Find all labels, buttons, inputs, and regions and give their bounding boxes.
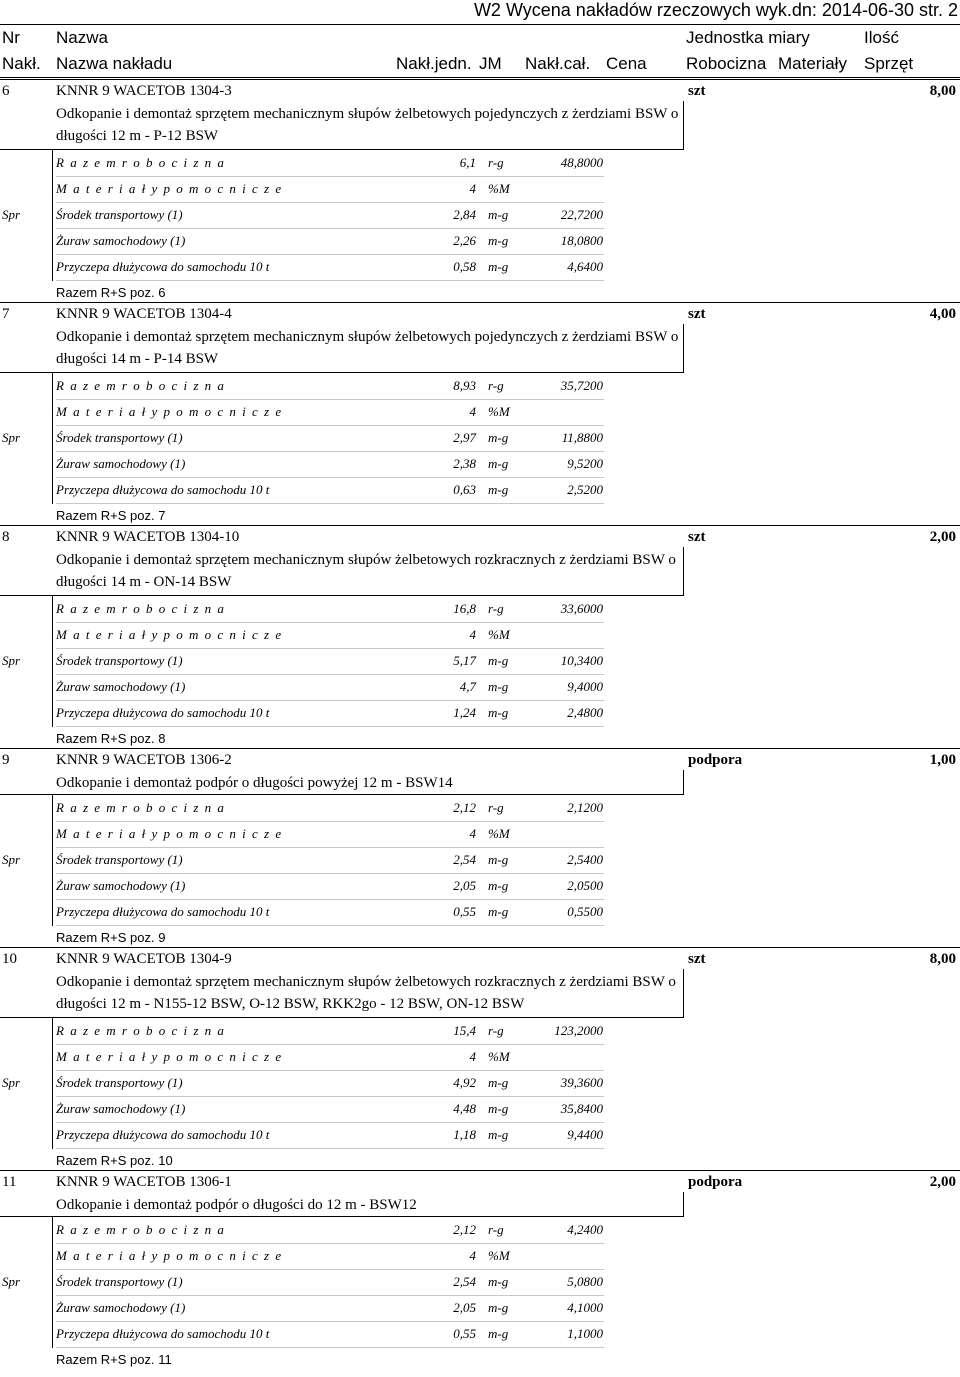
resource-total-labor: 123,2000 bbox=[554, 1023, 603, 1038]
detail-left-rule bbox=[52, 794, 53, 926]
resource-row-rule bbox=[56, 399, 604, 400]
resource-jm-labor: r-g bbox=[488, 1023, 504, 1038]
resource-row-rule bbox=[56, 1122, 604, 1123]
resource-jm-trailer: m-g bbox=[488, 904, 509, 919]
resource-norm-labor: 6,1 bbox=[459, 155, 476, 170]
resource-total-transport: 2,5400 bbox=[567, 852, 603, 867]
resource-name-transport: Środek transportowy (1) bbox=[56, 207, 183, 222]
page-header-title: W2 Wycena nakładów rzeczowych wyk.dn: 2014-06-30 str. 2 bbox=[473, 0, 958, 20]
resource-norm-trailer: 1,18 bbox=[453, 1127, 476, 1142]
resource-total-crane: 18,0800 bbox=[560, 233, 603, 248]
resource-jm-transport: m-g bbox=[488, 207, 509, 222]
resource-row-rule bbox=[56, 1321, 604, 1322]
resource-jm-materials: %M bbox=[488, 1248, 510, 1263]
resource-name-trailer: Przyczepa dłużycowa do samochodu 10 t bbox=[56, 1326, 270, 1341]
resource-name-crane: Żuraw samochodowy (1) bbox=[56, 233, 186, 248]
resource-jm-crane: m-g bbox=[488, 878, 509, 893]
col-header-nakl-cal: Nakł.cał. bbox=[525, 54, 591, 73]
resource-norm-labor: 15,4 bbox=[453, 1023, 476, 1038]
resource-norm-crane: 4,48 bbox=[453, 1101, 476, 1116]
description-bottom-rule bbox=[0, 149, 684, 150]
resource-jm-labor: r-g bbox=[488, 800, 504, 815]
description-bottom-rule bbox=[0, 595, 684, 596]
entry-code: KNNR 9 WACETOB 1306-1 bbox=[56, 1174, 232, 1190]
resource-name-trailer: Przyczepa dłużycowa do samochodu 10 t bbox=[56, 705, 270, 720]
resource-row-rule bbox=[56, 202, 604, 203]
resource-norm-materials: 4 bbox=[469, 1049, 476, 1064]
description-bottom-rule bbox=[0, 1216, 684, 1217]
entry-unit: szt bbox=[688, 306, 706, 322]
col-header-robocizna: Robocizna bbox=[686, 54, 767, 73]
entry-code: KNNR 9 WACETOB 1304-10 bbox=[56, 529, 240, 545]
entry-unit: szt bbox=[688, 951, 706, 967]
resource-norm-materials: 4 bbox=[469, 627, 476, 642]
entry-quantity: 4,00 bbox=[929, 306, 956, 322]
entry-quantity: 8,00 bbox=[929, 951, 956, 967]
resource-row-rule bbox=[56, 726, 604, 727]
resource-total-transport: 10,3400 bbox=[560, 653, 603, 668]
header-bottom-rule bbox=[0, 77, 960, 78]
resource-norm-trailer: 1,24 bbox=[453, 705, 476, 720]
col-header-cena: Cena bbox=[606, 54, 647, 73]
resource-row-rule bbox=[56, 700, 604, 701]
resource-total-transport: 5,0800 bbox=[567, 1274, 603, 1289]
resource-jm-trailer: m-g bbox=[488, 1326, 509, 1341]
detail-left-rule bbox=[52, 595, 53, 727]
entry-quantity: 2,00 bbox=[929, 529, 956, 545]
resource-name-labor: R a z e m r o b o c i z n a bbox=[56, 155, 225, 170]
spr-label: Spr bbox=[2, 207, 21, 222]
entry-code: KNNR 9 WACETOB 1304-9 bbox=[56, 951, 232, 967]
entry-code: KNNR 9 WACETOB 1306-2 bbox=[56, 752, 232, 768]
resource-norm-transport: 2,54 bbox=[453, 1274, 476, 1289]
resource-jm-crane: m-g bbox=[488, 1300, 509, 1315]
resource-name-materials: M a t e r i a ł y p o m o c n i c z e bbox=[56, 627, 282, 642]
razem-rs-label: Razem R+S poz. 10 bbox=[56, 1153, 173, 1168]
resource-name-transport: Środek transportowy (1) bbox=[56, 653, 183, 668]
entry-code: KNNR 9 WACETOB 1304-3 bbox=[56, 83, 232, 99]
entry-description: Odkopanie i demontaż sprzętem mechanicznym słupów żelbetowych rozkracznych z żerdziami BSW o długości 14 m - ON-14 BSW bbox=[56, 552, 676, 590]
description-bottom-rule bbox=[0, 1017, 684, 1018]
resource-jm-labor: r-g bbox=[488, 155, 504, 170]
resource-norm-labor: 2,12 bbox=[453, 800, 476, 815]
resource-name-labor: R a z e m r o b o c i z n a bbox=[56, 800, 225, 815]
resource-jm-trailer: m-g bbox=[488, 259, 509, 274]
resource-row-rule bbox=[56, 1269, 604, 1270]
resource-norm-transport: 4,92 bbox=[453, 1075, 476, 1090]
description-right-rule bbox=[683, 770, 684, 794]
resource-name-trailer: Przyczepa dłużycowa do samochodu 10 t bbox=[56, 1127, 270, 1142]
entry-code: KNNR 9 WACETOB 1304-4 bbox=[56, 306, 232, 322]
resource-norm-labor: 16,8 bbox=[453, 601, 476, 616]
resource-row-rule bbox=[56, 1044, 604, 1045]
description-right-rule bbox=[683, 324, 684, 372]
resource-name-materials: M a t e r i a ł y p o m o c n i c z e bbox=[56, 1049, 282, 1064]
razem-rs-label: Razem R+S poz. 11 bbox=[56, 1352, 172, 1367]
razem-rs-label: Razem R+S poz. 8 bbox=[56, 731, 166, 746]
resource-total-crane: 4,1000 bbox=[567, 1300, 603, 1315]
resource-name-crane: Żuraw samochodowy (1) bbox=[56, 1101, 186, 1116]
resource-jm-labor: r-g bbox=[488, 1222, 504, 1237]
resource-norm-crane: 2,05 bbox=[453, 1300, 476, 1315]
resource-total-trailer: 0,5500 bbox=[567, 904, 603, 919]
entry-unit: podpora bbox=[688, 752, 743, 768]
resource-row-rule bbox=[56, 176, 604, 177]
resource-norm-crane: 2,26 bbox=[453, 233, 476, 248]
resource-total-crane: 9,5200 bbox=[567, 456, 603, 471]
col-header-nakl: Nakł. bbox=[2, 54, 41, 73]
resource-row-rule bbox=[56, 925, 604, 926]
resource-jm-trailer: m-g bbox=[488, 482, 509, 497]
resource-name-trailer: Przyczepa dłużycowa do samochodu 10 t bbox=[56, 482, 270, 497]
resource-jm-trailer: m-g bbox=[488, 705, 509, 720]
resource-row-rule bbox=[56, 1070, 604, 1071]
resource-row-rule bbox=[56, 674, 604, 675]
razem-rs-label: Razem R+S poz. 6 bbox=[56, 285, 166, 300]
resource-name-transport: Środek transportowy (1) bbox=[56, 1274, 183, 1289]
resource-total-crane: 9,4000 bbox=[567, 679, 603, 694]
resource-jm-materials: %M bbox=[488, 1049, 510, 1064]
resource-norm-materials: 4 bbox=[469, 181, 476, 196]
entry-quantity: 1,00 bbox=[929, 752, 956, 768]
col-header-nazwa: Nazwa bbox=[56, 28, 108, 47]
resource-row-rule bbox=[56, 503, 604, 504]
resource-jm-transport: m-g bbox=[488, 653, 509, 668]
resource-norm-labor: 2,12 bbox=[453, 1222, 476, 1237]
entry-unit: szt bbox=[688, 83, 706, 99]
resource-row-rule bbox=[56, 622, 604, 623]
resource-name-labor: R a z e m r o b o c i z n a bbox=[56, 1023, 225, 1038]
detail-left-rule bbox=[52, 149, 53, 281]
resource-name-materials: M a t e r i a ł y p o m o c n i c z e bbox=[56, 826, 282, 841]
resource-name-materials: M a t e r i a ł y p o m o c n i c z e bbox=[56, 181, 282, 196]
resource-jm-transport: m-g bbox=[488, 852, 509, 867]
entry-separator bbox=[0, 525, 960, 526]
resource-name-crane: Żuraw samochodowy (1) bbox=[56, 456, 186, 471]
resource-norm-crane: 2,38 bbox=[453, 456, 476, 471]
resource-norm-materials: 4 bbox=[469, 404, 476, 419]
resource-name-materials: M a t e r i a ł y p o m o c n i c z e bbox=[56, 1248, 282, 1263]
col-header-ilosc: Ilość bbox=[864, 28, 899, 47]
resource-row-rule bbox=[56, 648, 604, 649]
resource-norm-transport: 2,97 bbox=[453, 430, 476, 445]
entry-description: Odkopanie i demontaż sprzętem mechanicznym słupów żelbetowych pojedynczych z żerdziami BSW o długości 12 m - P-12 BSW bbox=[56, 106, 679, 144]
description-right-rule bbox=[683, 101, 684, 149]
description-right-rule bbox=[683, 969, 684, 1017]
resource-jm-crane: m-g bbox=[488, 679, 509, 694]
resource-jm-crane: m-g bbox=[488, 233, 509, 248]
resource-norm-transport: 2,84 bbox=[453, 207, 476, 222]
resource-row-rule bbox=[56, 1347, 604, 1348]
resource-name-transport: Środek transportowy (1) bbox=[56, 1075, 183, 1090]
entry-number: 6 bbox=[2, 83, 10, 99]
resource-total-labor: 35,7200 bbox=[560, 378, 603, 393]
resource-total-labor: 48,8000 bbox=[560, 155, 603, 170]
col-header-nakl-jedn: Nakł.jedn. bbox=[396, 54, 472, 73]
resource-row-rule bbox=[56, 254, 604, 255]
resource-norm-crane: 2,05 bbox=[453, 878, 476, 893]
resource-total-labor: 4,2400 bbox=[567, 1222, 603, 1237]
resource-total-labor: 33,6000 bbox=[560, 601, 603, 616]
resource-jm-crane: m-g bbox=[488, 1101, 509, 1116]
resource-norm-transport: 5,17 bbox=[453, 653, 476, 668]
resource-row-rule bbox=[56, 899, 604, 900]
resource-name-transport: Środek transportowy (1) bbox=[56, 430, 183, 445]
resource-name-labor: R a z e m r o b o c i z n a bbox=[56, 378, 225, 393]
spr-label: Spr bbox=[2, 1075, 21, 1090]
entry-number: 10 bbox=[2, 951, 17, 967]
resource-row-rule bbox=[56, 1096, 604, 1097]
resource-total-crane: 35,8400 bbox=[560, 1101, 603, 1116]
resource-norm-materials: 4 bbox=[469, 1248, 476, 1263]
resource-jm-materials: %M bbox=[488, 627, 510, 642]
resource-jm-transport: m-g bbox=[488, 1075, 509, 1090]
resource-name-crane: Żuraw samochodowy (1) bbox=[56, 679, 186, 694]
entry-separator bbox=[0, 1170, 960, 1171]
entry-number: 7 bbox=[2, 306, 10, 322]
razem-rs-label: Razem R+S poz. 7 bbox=[56, 508, 166, 523]
resource-jm-labor: r-g bbox=[488, 601, 504, 616]
entry-number: 9 bbox=[2, 752, 10, 768]
resource-total-crane: 2,0500 bbox=[567, 878, 603, 893]
resource-row-rule bbox=[56, 425, 604, 426]
description-bottom-rule bbox=[0, 794, 684, 795]
resource-total-trailer: 2,4800 bbox=[567, 705, 603, 720]
resource-total-labor: 2,1200 bbox=[567, 800, 603, 815]
resource-total-trailer: 2,5200 bbox=[567, 482, 603, 497]
resource-jm-crane: m-g bbox=[488, 456, 509, 471]
resource-total-transport: 22,7200 bbox=[560, 207, 603, 222]
col-header-jm: JM bbox=[479, 54, 502, 73]
resource-jm-trailer: m-g bbox=[488, 1127, 509, 1142]
entry-unit: podpora bbox=[688, 1174, 743, 1190]
resource-norm-materials: 4 bbox=[469, 826, 476, 841]
resource-name-labor: R a z e m r o b o c i z n a bbox=[56, 601, 225, 616]
spr-label: Spr bbox=[2, 430, 21, 445]
resource-name-materials: M a t e r i a ł y p o m o c n i c z e bbox=[56, 404, 282, 419]
resource-name-trailer: Przyczepa dłużycowa do samochodu 10 t bbox=[56, 259, 270, 274]
entry-description: Odkopanie i demontaż sprzętem mechanicznym słupów żelbetowych rozkracznych z żerdziami BSW o długości 12 m - N155-12 BSW, O-12 BSW, RKK2go - 12 BSW, ON-12 BSW bbox=[56, 974, 676, 1012]
resource-name-labor: R a z e m r o b o c i z n a bbox=[56, 1222, 225, 1237]
resource-row-rule bbox=[56, 1295, 604, 1296]
description-bottom-rule bbox=[0, 372, 684, 373]
resource-total-trailer: 9,4400 bbox=[567, 1127, 603, 1142]
resource-jm-materials: %M bbox=[488, 826, 510, 841]
resource-norm-labor: 8,93 bbox=[453, 378, 476, 393]
resource-norm-trailer: 0,63 bbox=[453, 482, 476, 497]
entry-description: Odkopanie i demontaż podpór o długości do 12 m - BSW12 bbox=[56, 1197, 417, 1213]
entry-separator bbox=[0, 947, 960, 948]
resource-total-trailer: 4,6400 bbox=[567, 259, 603, 274]
resource-norm-trailer: 0,55 bbox=[453, 1326, 476, 1341]
resource-jm-materials: %M bbox=[488, 404, 510, 419]
resource-row-rule bbox=[56, 1243, 604, 1244]
resource-norm-crane: 4,7 bbox=[459, 679, 476, 694]
entry-separator bbox=[0, 748, 960, 749]
resource-row-rule bbox=[56, 847, 604, 848]
resource-total-transport: 39,3600 bbox=[560, 1075, 603, 1090]
detail-left-rule bbox=[52, 1017, 53, 1149]
detail-left-rule bbox=[52, 372, 53, 504]
razem-rs-label: Razem R+S poz. 9 bbox=[56, 930, 166, 945]
spr-label: Spr bbox=[2, 653, 21, 668]
entry-quantity: 2,00 bbox=[929, 1174, 956, 1190]
entry-description: Odkopanie i demontaż sprzętem mechanicznym słupów żelbetowych pojedynczych z żerdziami BSW o długości 14 m - P-14 BSW bbox=[56, 329, 679, 367]
resource-name-crane: Żuraw samochodowy (1) bbox=[56, 1300, 186, 1315]
resource-jm-materials: %M bbox=[488, 181, 510, 196]
spr-label: Spr bbox=[2, 852, 21, 867]
resource-name-crane: Żuraw samochodowy (1) bbox=[56, 878, 186, 893]
entry-separator bbox=[0, 302, 960, 303]
resource-norm-trailer: 0,58 bbox=[453, 259, 476, 274]
resource-name-trailer: Przyczepa dłużycowa do samochodu 10 t bbox=[56, 904, 270, 919]
col-header-materialy: Materiały bbox=[778, 54, 847, 73]
description-right-rule bbox=[683, 1192, 684, 1216]
resource-row-rule bbox=[56, 228, 604, 229]
resource-jm-transport: m-g bbox=[488, 1274, 509, 1289]
resource-total-transport: 11,8800 bbox=[561, 430, 603, 445]
resource-norm-transport: 2,54 bbox=[453, 852, 476, 867]
col-header-sprzet: Sprzęt bbox=[864, 54, 914, 73]
resource-row-rule bbox=[56, 451, 604, 452]
resource-total-trailer: 1,1000 bbox=[567, 1326, 603, 1341]
entry-description: Odkopanie i demontaż podpór o długości powyżej 12 m - BSW14 bbox=[56, 775, 453, 791]
col-header-nazwa-nakladu: Nazwa nakładu bbox=[56, 54, 173, 73]
resource-jm-labor: r-g bbox=[488, 378, 504, 393]
col-header-jednostka: Jednostka miary bbox=[686, 28, 810, 47]
resource-norm-trailer: 0,55 bbox=[453, 904, 476, 919]
description-right-rule bbox=[683, 547, 684, 595]
resource-name-transport: Środek transportowy (1) bbox=[56, 852, 183, 867]
col-header-nr: Nr bbox=[2, 28, 20, 47]
resource-row-rule bbox=[56, 873, 604, 874]
entry-number: 8 bbox=[2, 529, 10, 545]
resource-row-rule bbox=[56, 280, 604, 281]
entry-separator bbox=[0, 79, 960, 80]
resource-jm-transport: m-g bbox=[488, 430, 509, 445]
entry-unit: szt bbox=[688, 529, 706, 545]
entry-number: 11 bbox=[2, 1174, 17, 1190]
entry-quantity: 8,00 bbox=[929, 83, 956, 99]
resource-row-rule bbox=[56, 477, 604, 478]
spr-label: Spr bbox=[2, 1274, 21, 1289]
resource-row-rule bbox=[56, 1148, 604, 1149]
detail-left-rule bbox=[52, 1216, 53, 1348]
resource-row-rule bbox=[56, 821, 604, 822]
header-top-rule bbox=[0, 24, 960, 25]
